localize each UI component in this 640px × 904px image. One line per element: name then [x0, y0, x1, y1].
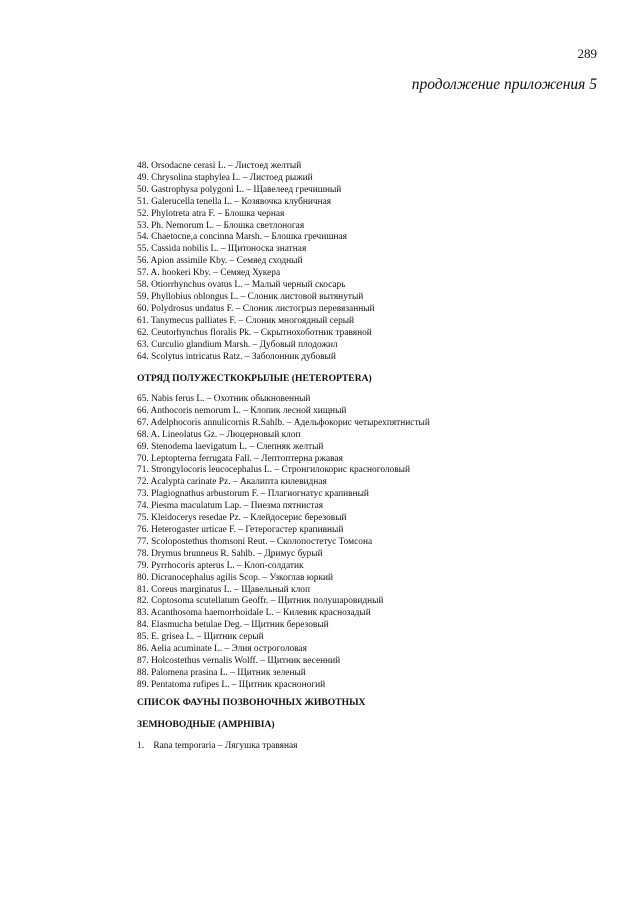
item-text: Nabis ferus L. – Охотник обыкновенный	[151, 394, 311, 404]
item-text: Stenodema laevigatum L. – Слепняк желтый	[151, 441, 324, 452]
item-number: 77.	[137, 536, 149, 547]
list-item	[137, 632, 430, 644]
list-item	[137, 585, 430, 597]
item-text: Scolopostethus thomsoni Reut. – Сколопостетус Томсона	[151, 536, 373, 547]
item-text: Apion assimile Kby. – Семяед сходный	[150, 256, 303, 267]
item-number: 78.	[137, 548, 149, 559]
item-number: 75.	[137, 513, 149, 524]
list-item	[137, 549, 430, 561]
list-item	[137, 741, 297, 753]
item-number: 49.	[137, 172, 149, 183]
item-text: Phylotreta atra F. – Блошка черная	[151, 208, 285, 219]
list-item	[137, 173, 375, 185]
item-number: 60.	[137, 303, 149, 314]
item-number: 48.	[137, 161, 149, 171]
item-text: Chrysolina staphylea L. – Листоед рыжий	[151, 172, 313, 183]
item-number: 84.	[137, 620, 149, 631]
item-number: 59.	[137, 291, 149, 302]
item-number: 80.	[137, 572, 149, 583]
species-list-coleoptera	[137, 161, 375, 363]
item-number: 55.	[137, 244, 149, 255]
item-text: Phyllobius oblongus L. – Слоник листовой вытянутый	[151, 291, 364, 302]
item-number: 68.	[137, 429, 149, 440]
item-text: Ph. Nemorum L. – Блошка светлоногая	[151, 220, 305, 231]
item-number: 67.	[137, 417, 149, 428]
section-heading-vertebrates: СПИСОК ФАУНЫ ПОЗВОНОЧНЫХ ЖИВОТНЫХ	[137, 697, 366, 708]
item-number: 70.	[137, 453, 149, 464]
list-item	[137, 513, 430, 525]
item-number: 57.	[137, 268, 149, 279]
item-text: Leptopterna ferrugata Fall. – Лептоптерна ржавая	[151, 453, 343, 464]
item-text: Polydrosus undatus F. – Слоник листогрыз перевязанный	[151, 303, 375, 314]
list-item	[137, 316, 375, 328]
item-text: Holcostethus vernalis Wolff. – Щитник весенний	[151, 655, 341, 666]
list-item	[137, 477, 430, 489]
item-number: 87.	[137, 655, 149, 666]
item-number: 51.	[137, 196, 149, 207]
item-number: 88.	[137, 667, 149, 678]
item-number: 76.	[137, 524, 149, 535]
item-text: Otiorrhynchus ovatus L. – Малый черный скосарь	[151, 280, 346, 291]
item-text: Strongylocoris leucocephalus L. – Стронгилокорис красноголовый	[151, 465, 410, 476]
list-item	[137, 256, 375, 268]
running-head: продолжение приложения 5	[411, 76, 597, 93]
list-item	[137, 561, 430, 573]
list-item	[137, 454, 430, 466]
item-text: Aelia acuminate L. – Элия остроголовая	[150, 644, 307, 655]
list-item	[137, 573, 430, 585]
item-text: A. Lineolatus Gz. – Люцерновый клоп	[150, 429, 301, 440]
item-text: Pyrrhocoris apterus L. – Клоп-солдатик	[151, 560, 304, 571]
item-text: Plagiognathus arbustorum F. – Плагиогнатус крапивный	[151, 489, 369, 500]
list-item	[137, 608, 430, 620]
list-item	[137, 268, 375, 280]
item-text: Piesma maculatum Lap. – Пиезма пятнистая	[151, 501, 324, 512]
item-text: Curculio glandium Marsh. – Дубовый плодожил	[151, 339, 338, 350]
item-number: 85.	[137, 632, 149, 643]
list-item	[137, 292, 375, 304]
item-number: 66.	[137, 405, 149, 416]
item-number: 54.	[137, 232, 149, 243]
item-text: Palomena prasina L. – Щитник зеленый	[151, 667, 306, 678]
item-number: 89.	[137, 679, 149, 690]
section-heading-heteroptera: ОТРЯД ПОЛУЖЕСТКОКРЫЛЫЕ (HETEROPTERA)	[137, 373, 372, 384]
item-number: 64.	[137, 351, 149, 362]
item-text: Acalypta carinate Pz. – Акалипта килевидная	[150, 477, 327, 488]
list-item	[137, 442, 430, 454]
list-item	[137, 197, 375, 209]
item-text: Tanymecus palliates F. – Слоник многоядный серый	[150, 315, 355, 326]
item-text: Coreus marginatus L. – Щавельный клоп	[151, 584, 310, 595]
list-item	[137, 232, 375, 244]
item-text: Scolytus intricatus Ratz. – Заболонник дубовый	[151, 351, 336, 362]
list-item	[137, 209, 375, 221]
list-item	[137, 668, 430, 680]
list-item	[137, 340, 375, 352]
item-number: 83.	[137, 608, 149, 619]
list-item	[137, 280, 375, 292]
item-text: Elasmucha betulae Deg. – Щитник березовый	[151, 620, 329, 631]
item-text: Coptosoma scutellatum Geoffr. – Щитник полушаровидный	[151, 596, 384, 607]
item-text: Cassida nobilis L. – Щитоноска знатная	[151, 244, 307, 255]
item-number: 81.	[137, 584, 149, 595]
item-number: 52.	[137, 208, 149, 219]
item-number: 82.	[137, 596, 149, 607]
list-item	[137, 406, 430, 418]
item-number: 53.	[137, 220, 149, 231]
item-text: Gastrophysa polygoni L. – Щавелеед гречишный	[151, 184, 342, 195]
species-list-amphibia	[137, 741, 297, 753]
item-number: 72.	[137, 477, 149, 488]
item-text: Galerucella tenella L. – Козявочка клубничная	[151, 196, 332, 207]
list-item	[137, 352, 375, 364]
list-item	[137, 596, 430, 608]
list-item	[137, 465, 430, 477]
item-text: A. hookeri Kby. – Семяед Хукера	[150, 268, 281, 279]
item-number: 65.	[137, 394, 149, 404]
item-text: Adelphocoris annulicornis R.Sahlb. – Адельфокорис четырехпятнистый	[150, 417, 430, 428]
item-number: 79.	[137, 560, 149, 571]
item-text: Kleidocerys resedae Pz. – Клейдосерис березовый	[151, 513, 347, 524]
item-text: Ceutorhynchus floralis Pk. – Скрытнохоботник травяной	[151, 327, 372, 338]
item-number: 73.	[137, 489, 149, 500]
item-text: Anthocoris nemorum L. – Клопик лесной хищный	[150, 405, 347, 416]
list-item	[137, 161, 375, 173]
item-text: Pentatoma rufipes L. – Щитник красноногий	[151, 679, 326, 690]
item-number: 58.	[137, 280, 149, 291]
list-item	[137, 185, 375, 197]
item-number: 86.	[137, 644, 149, 655]
list-item	[137, 537, 430, 549]
list-item	[137, 430, 430, 442]
item-number: 71.	[137, 465, 149, 476]
item-number: 61.	[137, 315, 149, 326]
item-text: Orsodacne cerasi L. – Листоед желтый	[151, 161, 302, 171]
list-item	[137, 620, 430, 632]
item-number: 1.	[137, 741, 145, 751]
list-item	[137, 304, 375, 316]
item-text: Drymus brunneus R. Sahlb. – Дримус бурый	[151, 548, 323, 559]
item-text: E. grisea L. – Щитник серый	[151, 632, 264, 643]
list-item	[137, 418, 430, 430]
item-number: 50.	[137, 184, 149, 195]
species-list-heteroptera	[137, 394, 430, 692]
item-text: Dicranocephalus agilis Scop. – Узкоглав юркий	[151, 572, 334, 583]
item-number: 69.	[137, 441, 149, 452]
list-item	[137, 644, 430, 656]
list-item	[137, 525, 430, 537]
list-item	[137, 656, 430, 668]
list-item	[137, 221, 375, 233]
item-text: Heterogaster urticae F. – Гетерогастер крапивный	[151, 524, 344, 535]
item-number: 62.	[137, 327, 149, 338]
item-text: Acanthosoma haemorrhoidale L. – Килевик краснозадый	[150, 608, 371, 619]
list-item	[137, 244, 375, 256]
item-number: 63.	[137, 339, 149, 350]
list-item	[137, 328, 375, 340]
list-item	[137, 680, 430, 692]
item-text: Rana temporaria – Лягушка травяная	[153, 741, 298, 751]
section-heading-amphibia: ЗЕМНОВОДНЫЕ (AMPHIBIA)	[137, 719, 275, 730]
item-text: Chaetocne,a concinna Marsh. – Блошка гречишная	[151, 232, 347, 243]
item-number: 74.	[137, 501, 149, 512]
list-item	[137, 394, 430, 406]
item-number: 56.	[137, 256, 149, 267]
page-number: 289	[577, 46, 597, 61]
list-item	[137, 501, 430, 513]
list-item	[137, 489, 430, 501]
